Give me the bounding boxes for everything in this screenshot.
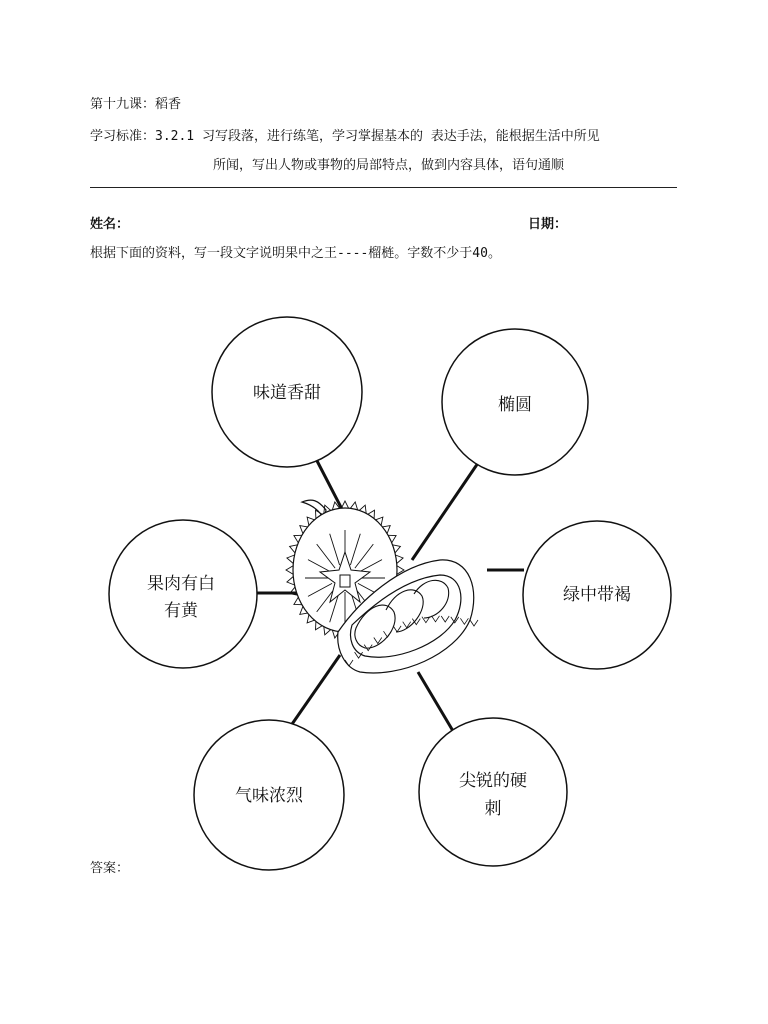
bubble-shape-line-1: 椭圆 (498, 395, 532, 415)
bubble-spikes-line-1: 尖锐的硬 (459, 771, 527, 791)
bubble-smell-line-1: 气味浓烈 (235, 786, 303, 806)
connector-spikes (418, 672, 453, 731)
date-label: 日期： (528, 217, 568, 232)
name-label: 姓名： (90, 217, 130, 232)
answer-label: 答案： (90, 861, 130, 876)
learning-standard-line-1: 学习标准：3.2.1 习写段落，进行练笔，学习掌握基本的 表达手法，能根据生活中所见 (90, 129, 600, 144)
instruction-text: 根据下面的资料，写一段文字说明果中之王----榴梿。字数不少于40。 (90, 246, 501, 261)
connector-smell (290, 655, 340, 727)
lesson-title: 第十九课：稻香 (90, 97, 182, 112)
bubble-color-line-1: 绿中带褐 (563, 585, 631, 605)
bubble-taste-line-1: 味道香甜 (253, 383, 321, 403)
bubble-spikes-circle (419, 718, 567, 866)
bubble-flesh-line-1: 果肉有白 (147, 574, 215, 594)
durian-spike (286, 566, 293, 575)
rind-bump (470, 620, 478, 626)
bubble-flesh-line-2: 有黄 (164, 601, 198, 621)
connector-shape (412, 463, 478, 560)
bubble-flesh-circle (109, 520, 257, 668)
learning-standard-line-2: 所闻，写出人物或事物的局部特点，做到内容具体，语句通顺 (213, 158, 565, 173)
bubble-spikes-line-2: 刺 (484, 799, 502, 819)
durian-illustration (286, 500, 478, 673)
